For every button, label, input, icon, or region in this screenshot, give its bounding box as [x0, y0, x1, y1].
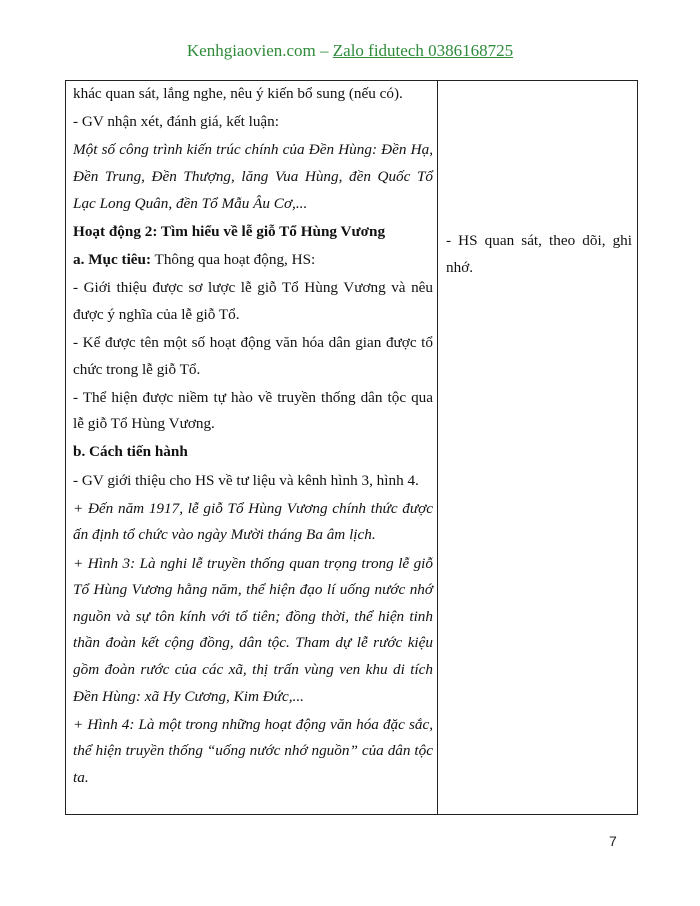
goal-item: - Kể được tên một số hoạt động văn hóa dân gian được tổ chức trong lễ giỗ Tổ.	[73, 333, 433, 378]
method-item: + Hình 3: Là nghi lễ truyền thống quan trọng trong lễ giỗ Tổ Hùng Vương hằng năm, thể hiện đạo lí uống nước nhớ nguồn và sự tôn kính với tổ tiên; đồng thời, thể hiện tinh thần đoàn kết cộng đồng, dân tộc. Tham dự lễ rước kiệu gồm đoàn rước của các xã, thị trấn vùng ven khu di tích Đền Hùng: xã Hy Cương, Kim Đức,...	[73, 554, 433, 705]
text-line: - GV nhận xét, đánh giá, kết luận:	[73, 113, 279, 131]
conclusion-text: Một số công trình kiến trúc chính của Đền Hùng: Đền Hạ, Đền Trung, Đền Thượng, lăng Vua Hùng, đền Quốc Tổ Lạc Long Quân, đền Tổ Mẫu Âu Cơ,...	[73, 141, 433, 212]
method-item: + Hình 4: Là một trong những hoạt động văn hóa đặc sắc, thể hiện truyền thống “uống nước nhớ nguồn” của dân tộc ta.	[73, 715, 433, 786]
goal-item: - Giới thiệu được sơ lược lễ giỗ Tổ Hùng Vương và nêu được ý nghĩa của lễ giỗ Tổ.	[73, 279, 433, 323]
student-activity-column	[446, 228, 632, 281]
goal-item: - Thể hiện được niềm tự hào về truyền thống dân tộc qua lễ giỗ Tổ Hùng Vương.	[73, 388, 433, 433]
header-separator: –	[315, 41, 333, 60]
column-divider	[437, 80, 438, 815]
page-header	[0, 41, 700, 61]
teacher-activity-column	[73, 81, 433, 793]
text-line: khác quan sát, lắng nghe, nêu ý kiến bổ sung (nếu có).	[73, 85, 403, 102]
activity-title: Hoạt động 2: Tìm hiểu về lễ giỗ Tổ Hùng Vương	[73, 222, 386, 240]
student-text: - HS quan sát, theo dõi, ghi nhớ.	[446, 232, 632, 276]
goal-heading	[73, 247, 433, 274]
page-number: 7	[609, 833, 617, 849]
goal-text: Thông qua hoạt động, HS:	[151, 250, 316, 268]
goal-label: a. Mục tiêu:	[73, 250, 152, 268]
contact-link[interactable]: Zalo fidutech 0386168725	[332, 41, 514, 60]
method-item: + Đến năm 1917, lễ giỗ Tổ Hùng Vương chính thức được ấn định tổ chức vào ngày Mười tháng Ba âm lịch.	[73, 499, 433, 544]
method-item: - GV giới thiệu cho HS về tư liệu và kênh hình 3, hình 4.	[73, 471, 419, 489]
site-name: Kenhgiaovien.com	[186, 41, 316, 60]
method-heading: b. Cách tiến hành	[73, 443, 188, 461]
